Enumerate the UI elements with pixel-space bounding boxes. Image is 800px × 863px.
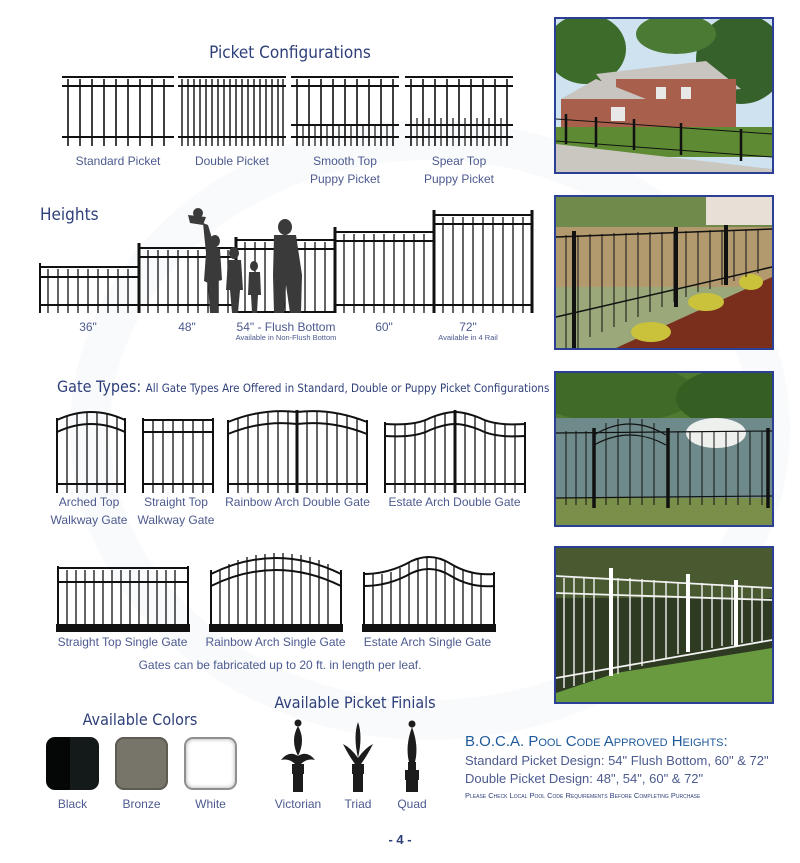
estate-arch-single-gate-label: Estate Arch Single Gate bbox=[363, 635, 492, 649]
color-swatch-white bbox=[184, 737, 237, 790]
gate-types-title: Gate Types: bbox=[57, 377, 142, 396]
gate-types-row1-drawing bbox=[55, 408, 530, 493]
color-label-black: Black bbox=[57, 797, 88, 811]
straight-top-single-gate-label: Straight Top Single Gate bbox=[57, 635, 188, 649]
double-picket-label: Double Picket bbox=[194, 154, 270, 168]
color-swatch-bronze bbox=[115, 737, 168, 790]
boca-standard-line: Standard Picket Design: 54" Flush Bottom, 60" & 72" bbox=[465, 753, 769, 768]
double-picket-drawing bbox=[178, 74, 286, 146]
height-36-label: 36" bbox=[79, 320, 97, 334]
arched-top-walkway-gate-label: Arched Top Walkway Gate bbox=[50, 495, 128, 527]
color-label-white: White bbox=[195, 797, 226, 811]
spear-top-puppy-picket-drawing bbox=[405, 74, 513, 146]
straight-top-walkway-gate-label: Straight Top Walkway Gate bbox=[137, 495, 215, 527]
gate-length-note: Gates can be fabricated up to 20 ft. in length per leaf. bbox=[138, 658, 422, 672]
quad-finial-icon bbox=[396, 718, 428, 793]
estate-arch-double-gate-label: Estate Arch Double Gate bbox=[388, 495, 521, 509]
boca-note: Please Check Local Pool Code Requirements Before Completing Purchase bbox=[465, 791, 701, 800]
victorian-finial-icon bbox=[277, 718, 319, 793]
color-label-bronze: Bronze bbox=[122, 797, 161, 811]
photo-gate-pond bbox=[554, 371, 774, 527]
gate-types-row2-drawing bbox=[56, 548, 496, 632]
photo-white-fence bbox=[554, 546, 774, 704]
photo-landscaped-fence bbox=[554, 195, 774, 350]
spear-top-puppy-picket-label: Spear Top Puppy Picket bbox=[423, 154, 495, 186]
page-number: - 4 - bbox=[388, 832, 412, 847]
gate-types-header bbox=[57, 377, 549, 397]
boca-title: B.O.C.A. Pool Code Approved Heights: bbox=[465, 733, 728, 750]
finial-label-victorian: Victorian bbox=[274, 797, 322, 811]
height-60-label: 60" bbox=[375, 320, 393, 334]
picket-configurations-title: Picket Configurations bbox=[209, 43, 371, 63]
boca-double-line: Double Picket Design: 48", 54", 60" & 72" bbox=[465, 771, 704, 786]
standard-picket-drawing bbox=[62, 74, 174, 146]
rainbow-arch-single-gate-label: Rainbow Arch Single Gate bbox=[205, 635, 346, 649]
triad-finial-icon bbox=[337, 718, 379, 793]
height-72-label: 72" Available in 4 Rail bbox=[438, 320, 498, 342]
smooth-top-puppy-picket-label: Smooth Top Puppy Picket bbox=[309, 154, 381, 186]
boca-section bbox=[465, 733, 795, 800]
heights-title: Heights bbox=[40, 205, 99, 225]
height-48-label: 48" bbox=[178, 320, 196, 334]
photo-house-fence bbox=[554, 17, 774, 174]
gate-types-subtitle: All Gate Types Are Offered in Standard, Double or Puppy Picket Configurations bbox=[145, 381, 550, 395]
rainbow-arch-double-gate-label: Rainbow Arch Double Gate bbox=[225, 495, 370, 509]
finial-label-triad: Triad bbox=[344, 797, 372, 811]
finial-label-quad: Quad bbox=[397, 797, 427, 811]
standard-picket-label: Standard Picket bbox=[75, 154, 161, 168]
height-54-label: 54" - Flush Bottom Available in Non-Flush Bottom bbox=[235, 320, 337, 342]
available-colors-title: Available Colors bbox=[82, 710, 198, 729]
smooth-top-puppy-picket-drawing bbox=[291, 74, 399, 146]
color-swatch-black bbox=[46, 737, 99, 790]
available-finials-title: Available Picket Finials bbox=[274, 693, 436, 712]
heights-fence-drawing bbox=[38, 205, 538, 315]
